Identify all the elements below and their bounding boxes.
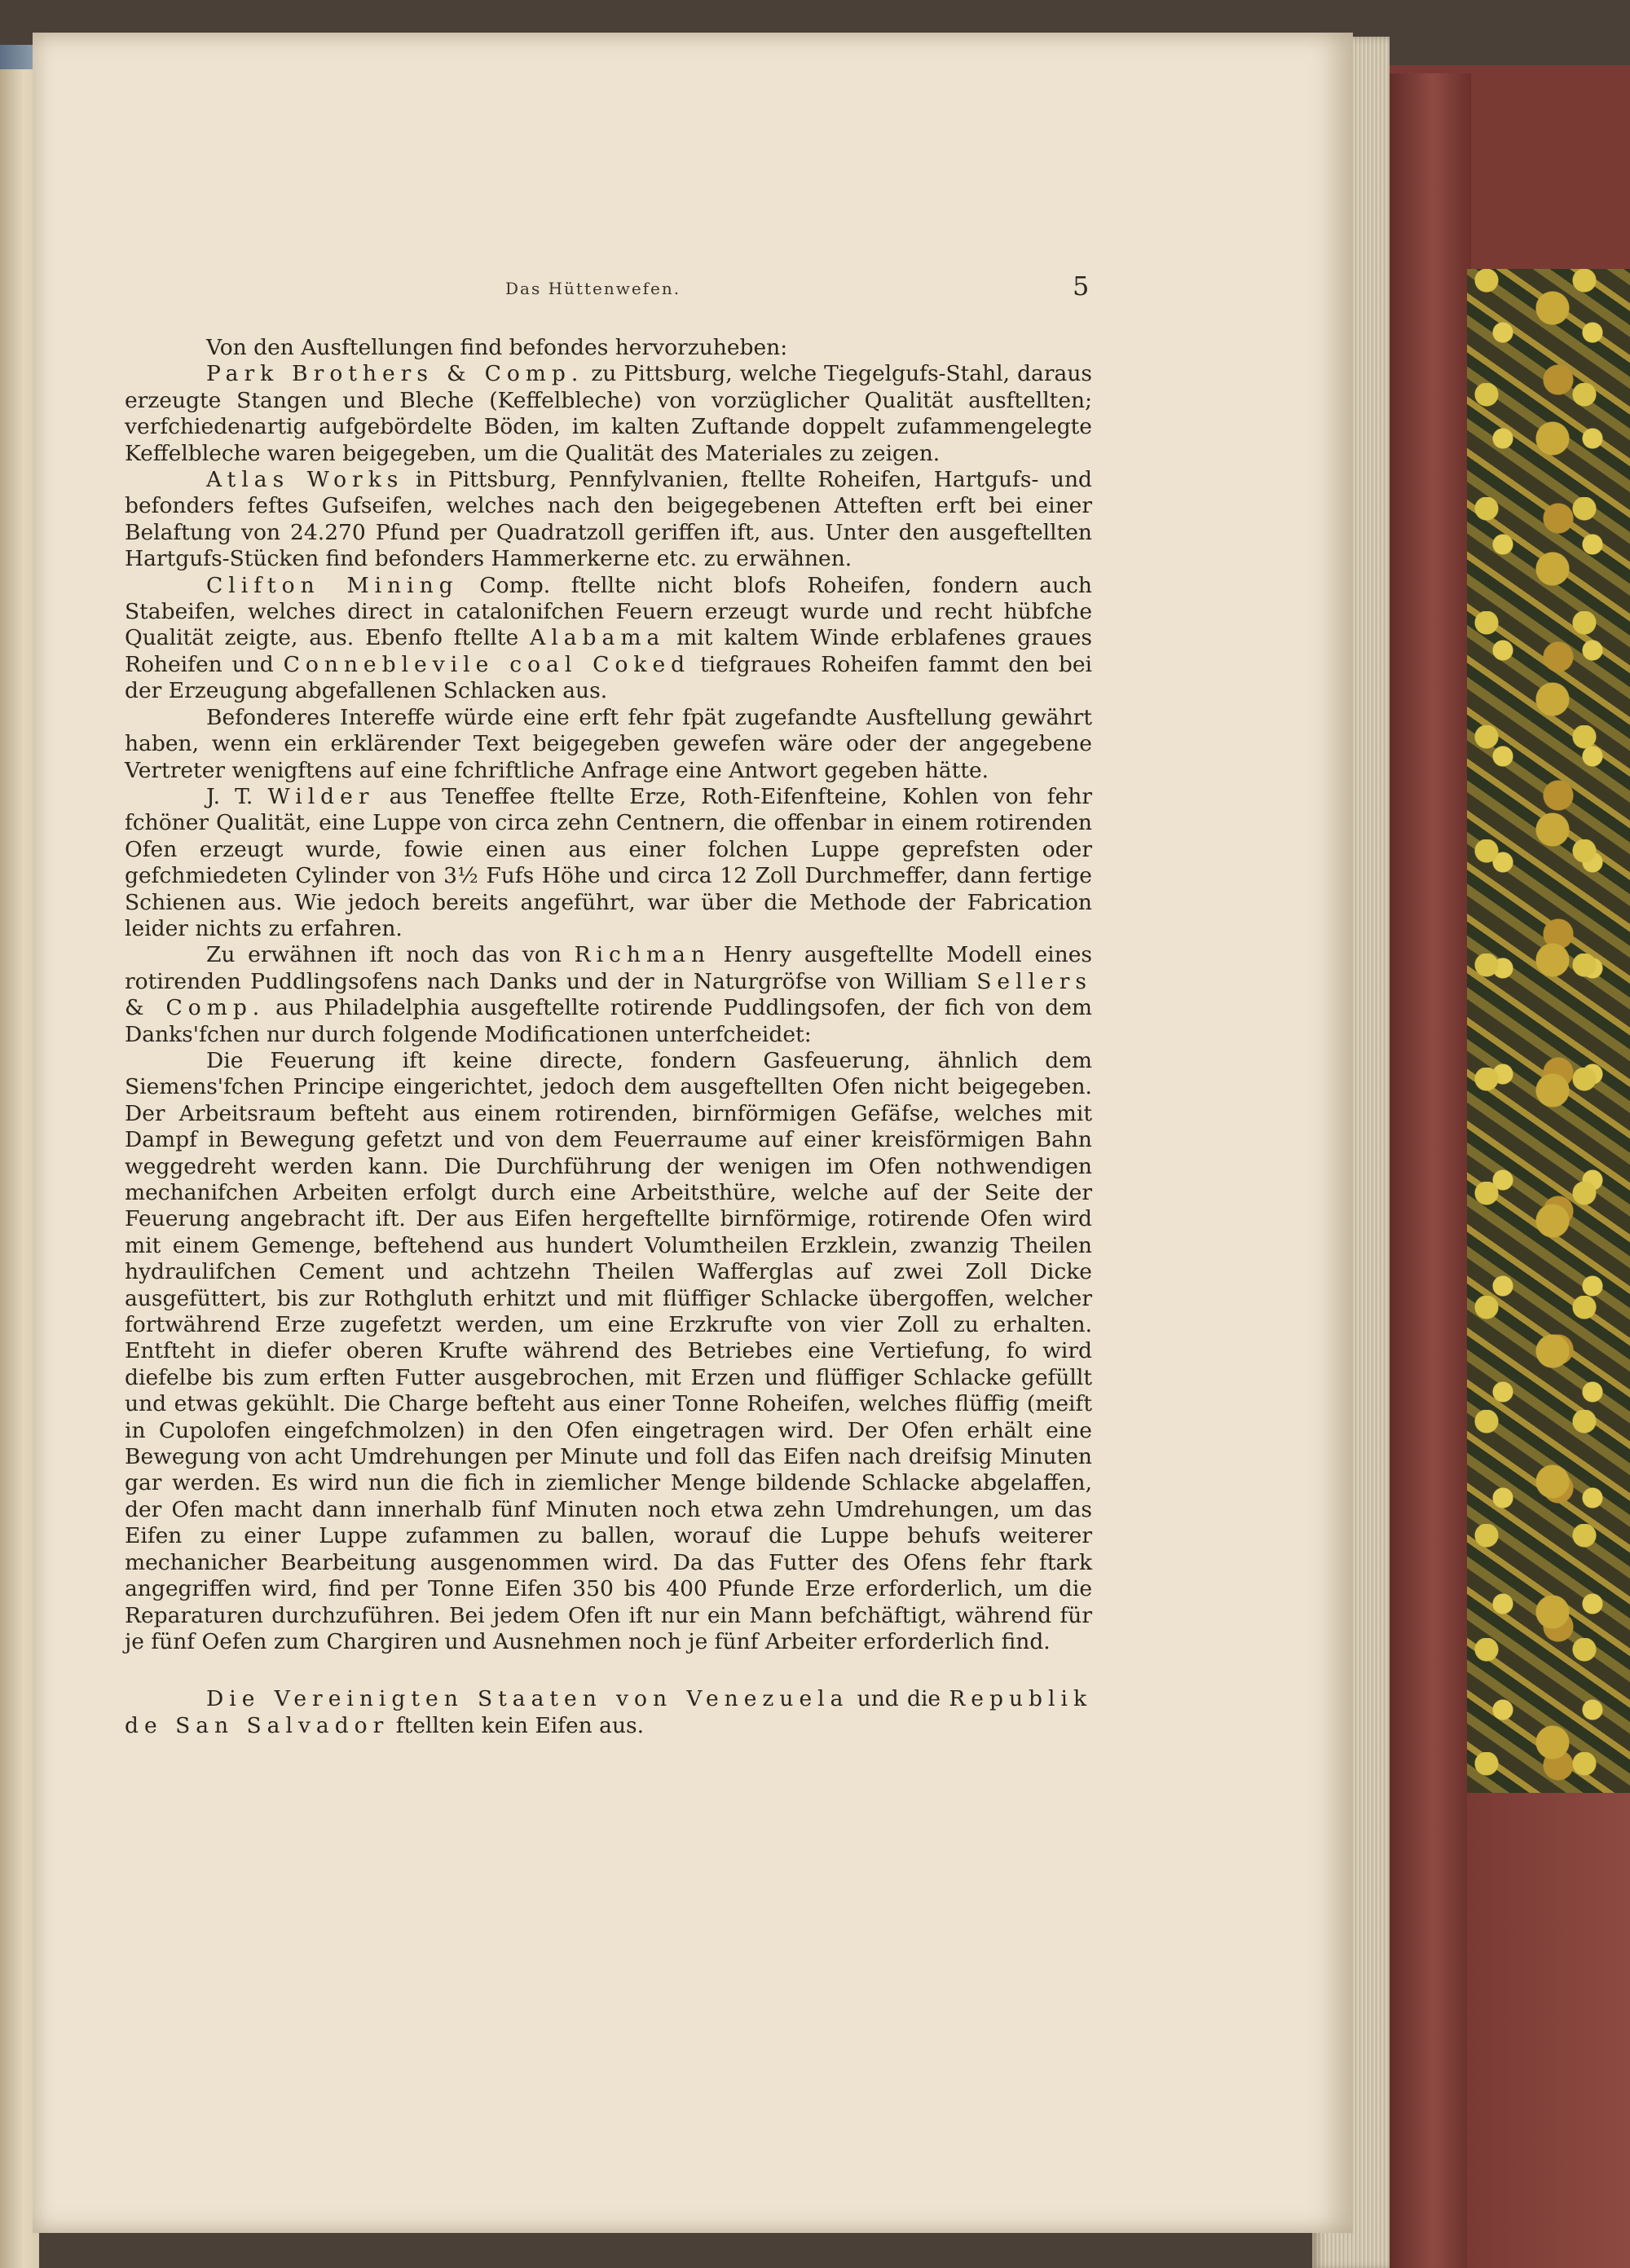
text-run: und die <box>848 1686 949 1712</box>
body-text <box>125 335 1092 1739</box>
spaced-name: Conneblevile coal Coked <box>283 651 691 677</box>
paragraph <box>125 784 1092 942</box>
text-run: Henry ausgeftellte Modell eines rotirenden Puddlingsofens nach Danks und der in Naturgröfse von William <box>125 942 1092 994</box>
spaced-name: Wilder <box>267 783 375 809</box>
text-run: tiefgraues Roheifen fammt den bei der Erzeugung abgefallenen Schlacken aus. <box>125 651 1092 704</box>
spaced-name: Park Brothers & Comp. <box>206 361 584 387</box>
spaced-name: Clifton Mining <box>206 572 459 598</box>
cover-edge <box>1386 73 1471 2268</box>
spaced-name: Republik de San Salvador <box>125 1686 1092 1738</box>
text-run: in Pittsburg, Pennfylvanien, ftellte Roheifen, Hartgufs- und befonders feftes Gufseifen, welches nach den beigegebenen Atteften erft bei einer Belaftung von 24.270 Pfund per Quadratzoll geriffen ift, aus. Unter den ausgeftellten Hartgufs-Stücken find befonders Hammerkerne etc. zu erwähnen. <box>125 467 1092 572</box>
text-run: mit kaltem Winde erblafenes graues Roheifen und <box>125 625 1092 677</box>
spaced-name: Die Vereinigten Staaten von Venezuela <box>206 1686 849 1712</box>
cover-leather-lower <box>1467 1793 1630 2268</box>
text-run: aus Philadelphia ausgeftellte rotirende Puddlingsofen, der fich von dem Danks'fchen nur durch folgende Modificationen unterfcheidet: <box>125 995 1092 1047</box>
paragraph <box>125 705 1092 784</box>
paragraph <box>125 361 1092 467</box>
text-run: ftellten kein Eifen aus. <box>389 1712 645 1738</box>
paragraph <box>125 573 1092 705</box>
text-run: J. T. <box>206 783 268 809</box>
paragraph <box>125 1048 1092 1655</box>
paragraph <box>125 1686 1092 1739</box>
spaced-name: Atlas Works <box>206 467 404 493</box>
spaced-name: Sellers & Comp. <box>125 968 1092 1021</box>
text-run: zu Pittsburg, welche Tiegelgufs-Stahl, daraus erzeugte Stangen und Bleche (Keffelbleche) von vorzüglicher Qualität ausftellten; verfchiedenartig aufgebördelte Böden, im kalten Zuftande doppelt zufammengelegte Keffelbleche waren beigegeben, um die Qualität des Materiales zu zeigen. <box>125 361 1092 466</box>
marbled-cover-paper <box>1467 269 1630 1793</box>
spaced-name: Alabama <box>530 625 666 651</box>
text-run: aus Teneffee ftellte Erze, Roth-Eifenfteine, Kohlen von fehr fchöner Qualität, eine Luppe von circa zehn Centnern, die offenbar in einem rotirenden Ofen erzeugt wurde, fowie einen aus einer folchen Luppe geprefsten oder gefchmiedeten Cylinder von 3½ Fufs Höhe und circa 12 Zoll Durchmeffer, dann fertige Schienen aus. Wie jedoch bereits angeführt, war über die Methode der Fabrication leider nichts zu erfahren. <box>125 783 1092 941</box>
paragraph <box>125 942 1092 1048</box>
text-run: Die Feuerung ift keine directe, fondern Gasfeuerung, ähnlich dem Siemens'fchen Principe eingerichtet, jedoch dem ausgeftellten Ofen nicht beigegeben. Der Arbeitsraum befteht aus einem rotirenden, birnförmigen Gefäfse, welches mit Dampf in Bewegung gefetzt und von dem Feuerraume auf einer kreisförmigen Bahn weggedreht werden kann. Die Durchführung der wenigen im Ofen nothwendigen mechanifchen Arbeiten erfolgt durch eine Arbeitsthüre, welche auf der Seite der Feuerung angebracht ift. Der aus Eifen hergeftellte birnförmige, rotirende Ofen wird mit einem Gemenge, beftehend aus hundert Volumtheilen Erzklein, zwanzig Theilen hydraulifchen Cement und achtzehn Theilen Wafferglas auf zwei Zoll Dicke ausgefüttert, bis zur Rothgluth erhitzt und mit flüffiger Schlacke übergoffen, welcher fortwährend Erze zugefetzt werden, um eine Erzkrufte von vier Zoll zu erhalten. Entfteht in diefer oberen Krufte während des Betriebes eine Vertiefung, fo wird diefelbe bis zum erften Futter ausgebrochen, mit Erzen und flüffiger Schlacke gefüllt und etwas gekühlt. Die Charge befteht aus einer Tonne Roheifen, welches flüffig (meift in Cupolofen eingefchmolzen) in den Ofen eingetragen wird. Der Ofen erhält eine Bewegung von acht Umdrehungen per Minute und foll das Eifen nach dreifsig Minuten gar werden. Es wird nun die fich in ziemlicher Menge bildende Schlacke abgelaffen, der Ofen macht dann innerhalb fünf Minuten noch etwa zehn Umdrehungen, um das Eifen zu einer Luppe zufammen zu ballen, worauf die Luppe behufs weiterer mechanicher Bearbeitung ausgenommen wird. Da das Futter des Ofens fehr ftark angegriffen wird, find per Tonne Eifen 350 bis 400 Pfunde Erze erforderlich, um die Reparaturen durchzuführen. Bei jedem Ofen ift nur ein Mann befchäftigt, während für je fünf Oefen zum Chargiren und Ausnehmen noch je fünf Arbeiter erforderlich find. <box>125 1047 1092 1654</box>
text-run: Befonderes Intereffe würde eine erft fehr fpät zugefandte Ausftellung gewährt haben, wenn ein erklärender Text beigegeben gewefen wäre oder der angegebene Vertreter wenigftens auf eine fchriftliche Anfrage eine Antwort gegeben hätte. <box>125 704 1092 783</box>
running-head: Das Hüttenwefen. <box>505 279 681 298</box>
page-number: 5 <box>1073 271 1090 302</box>
spaced-name: Richman <box>574 942 711 968</box>
text-run: Von den Ausftellungen find befondes hervorzuheben: <box>206 335 788 360</box>
paragraph <box>125 335 1092 361</box>
text-run: Zu erwähnen ift noch das von <box>206 942 575 968</box>
text-run: Comp. ftellte nicht blofs Roheifen, fondern auch Stabeifen, welches direct in catalonifchen Feuern erzeugt wurde und recht hübfche Qualität zeigte, aus. Ebenfo ftellte <box>125 572 1093 651</box>
paragraph <box>125 467 1092 573</box>
